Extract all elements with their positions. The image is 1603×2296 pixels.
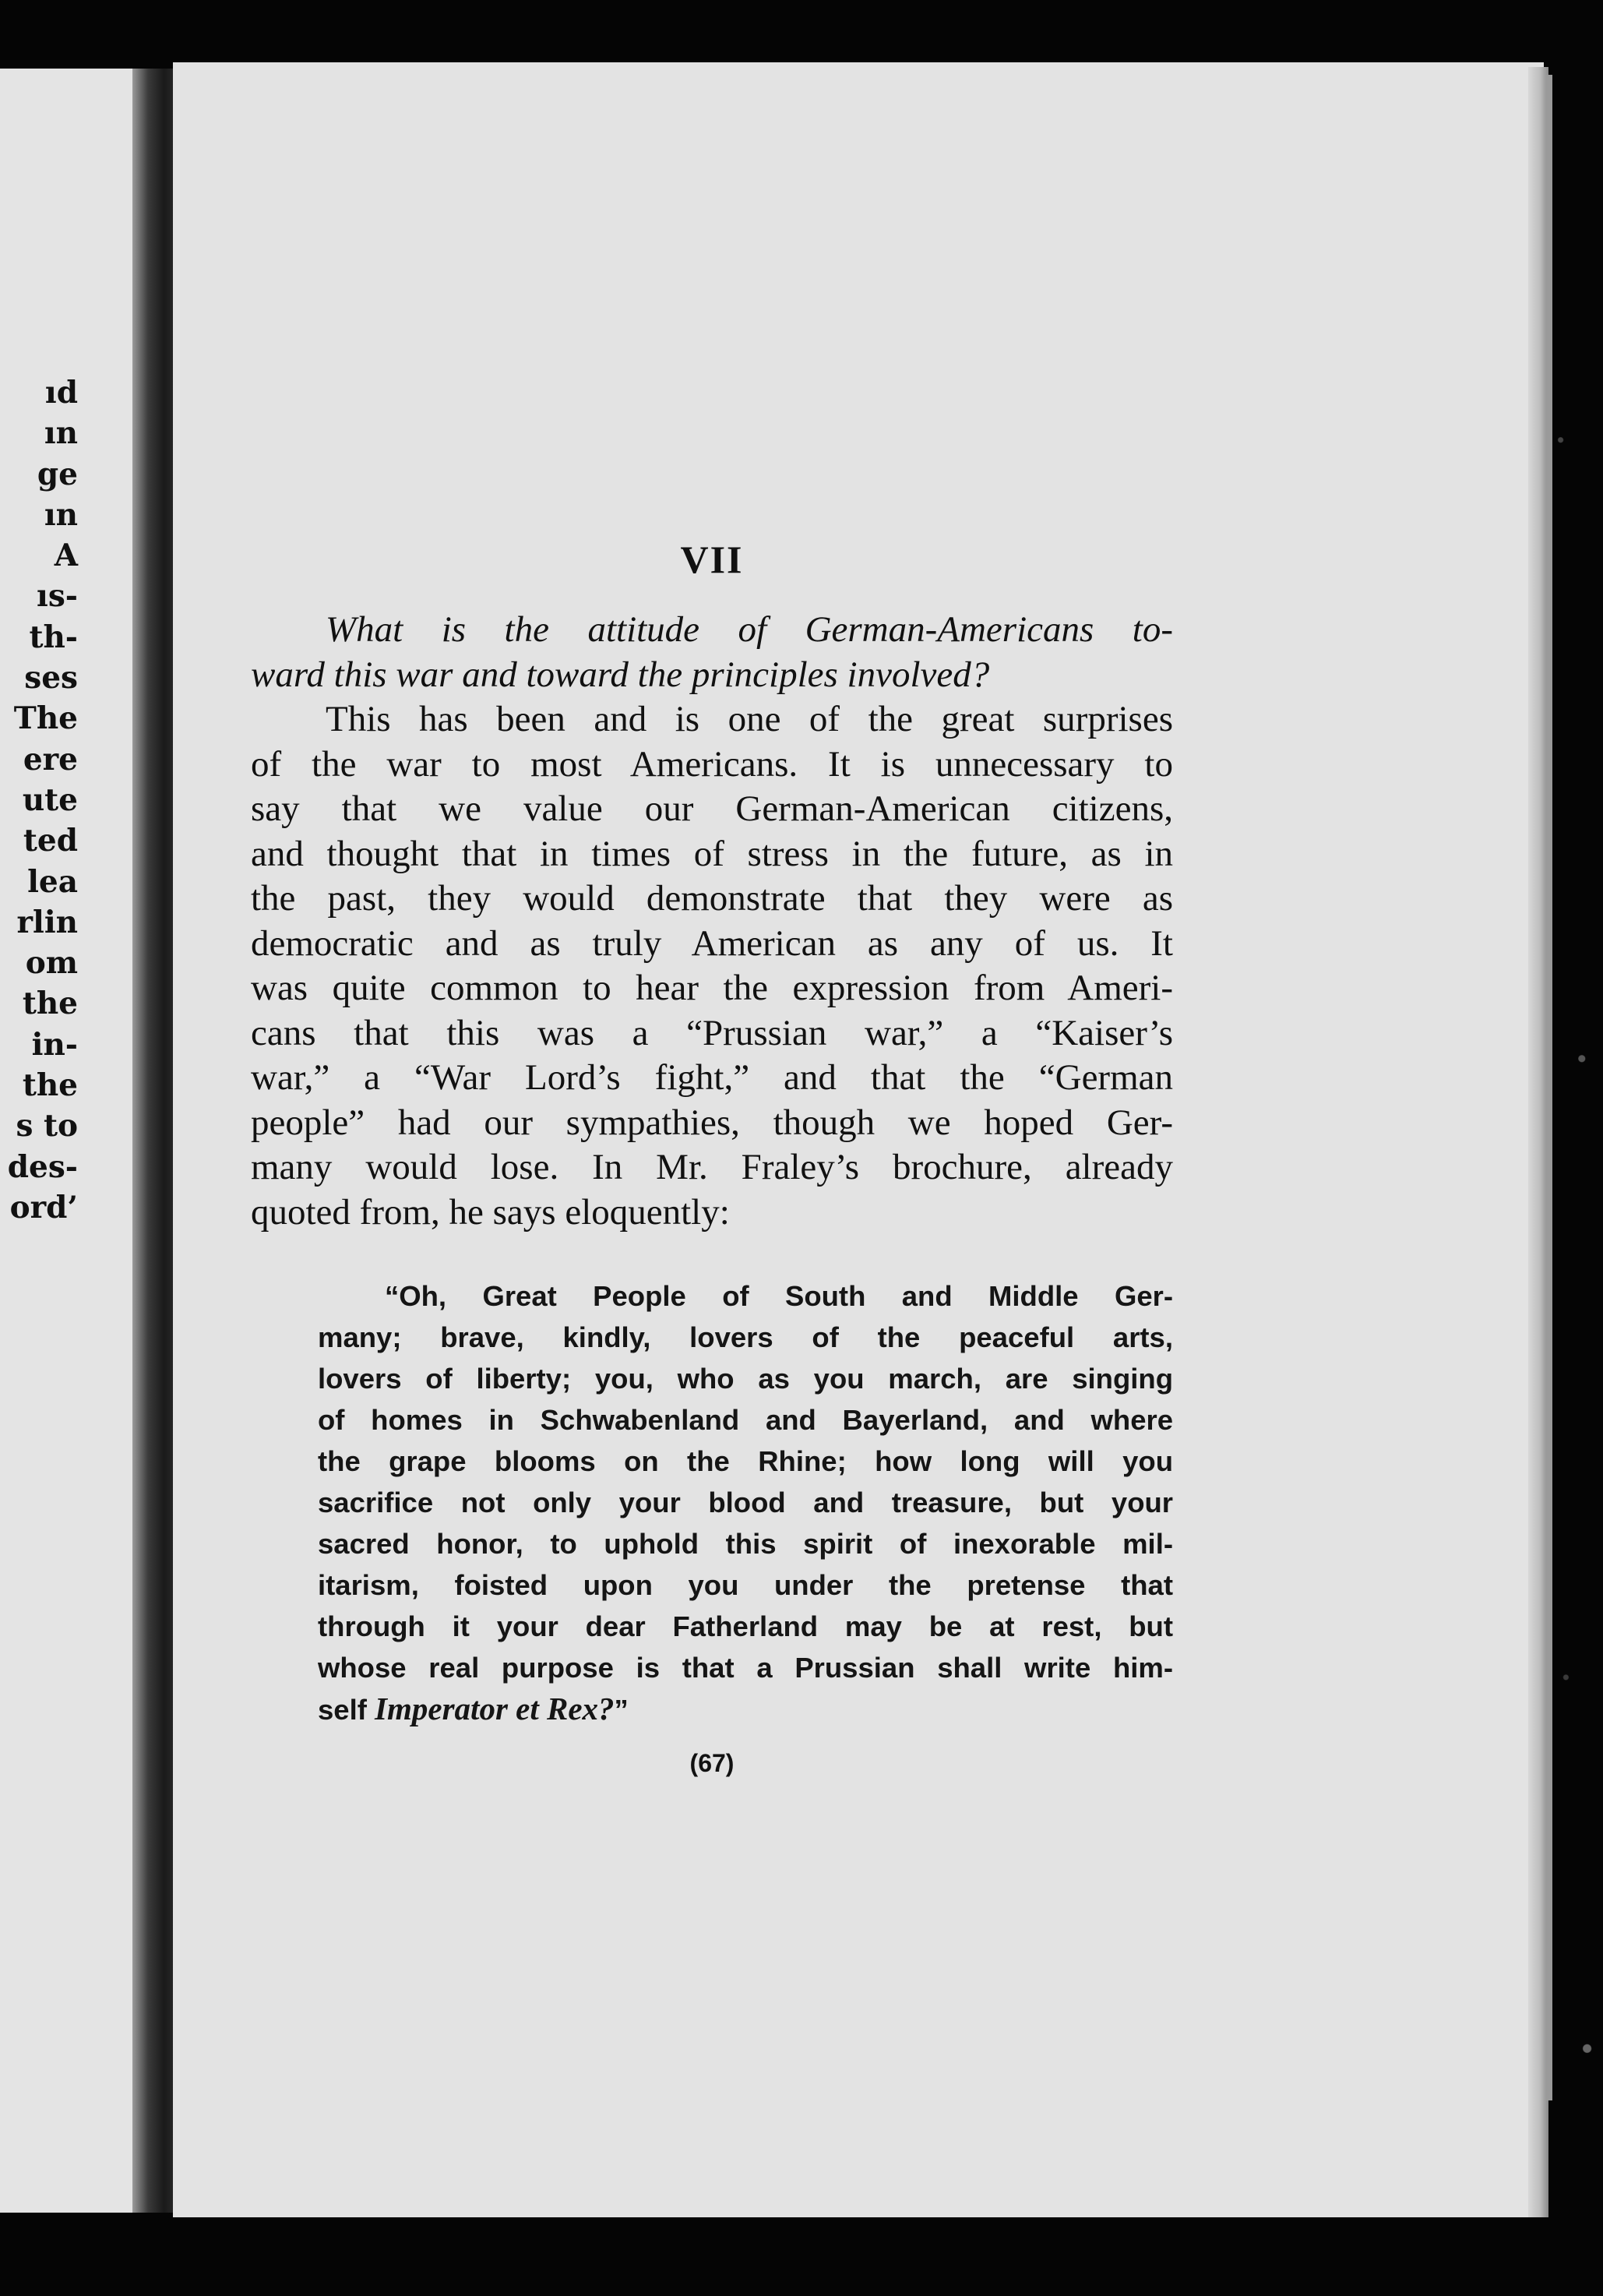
paragraph-line: war,” a “War Lord’s fight,” and that the “German	[251, 1057, 1173, 1098]
left-fragment-line: th-	[29, 619, 78, 655]
left-fragment-line: lea	[27, 863, 78, 900]
paragraph-line: This has been and is one of the great surprises	[326, 699, 1173, 739]
quote-line: sacred honor, to uphold this spirit of inexorable mil-	[318, 1528, 1173, 1560]
paragraph-line: democratic and as truly American as any of us. It	[251, 922, 1173, 964]
left-fragment-line: om	[25, 945, 78, 982]
left-fragment-line: ın	[44, 415, 78, 452]
paragraph-line: many would lose. In Mr. Fraley’s brochure, already	[251, 1147, 1173, 1187]
quote-line: the grape blooms on the Rhine; how long will you	[318, 1445, 1173, 1477]
left-fragment-line: ute	[22, 781, 78, 818]
paragraph-line: was quite common to hear the expression from Ameri-	[251, 968, 1173, 1008]
left-page-text-fragments	[0, 372, 78, 1228]
quote-line: through it your dear Fatherland may be at rest, but	[318, 1610, 1173, 1642]
quote-line: of homes in Schwabenland and Bayerland, and where	[318, 1404, 1173, 1436]
body-paragraph	[251, 697, 1173, 1235]
quote-last-prefix: self	[318, 1694, 375, 1726]
quote-line: “Oh, Great People of South and Middle Ger-	[385, 1280, 1173, 1312]
left-fragment-line: s to	[16, 1108, 78, 1144]
question-line: What is the attitude of German-Americans to-	[326, 609, 1173, 650]
left-fragment-line: the	[22, 986, 78, 1022]
left-fragment-line: ge	[37, 456, 78, 492]
left-fragment-line: ıs-	[37, 578, 78, 615]
paragraph-line: quoted from, he says eloquently:	[251, 1191, 730, 1233]
left-fragment-line: The	[13, 700, 78, 737]
page-text	[251, 530, 1173, 1783]
quote-line: whose real purpose is that a Prussian shall write him-	[318, 1652, 1173, 1684]
block-quote	[318, 1275, 1173, 1730]
left-fragment-line: ın	[44, 496, 78, 533]
quote-line: lovers of liberty; you, who as you march, are singing	[318, 1363, 1173, 1395]
paragraph-line: and thought that in times of stress in the future, as in	[251, 833, 1173, 874]
quote-emphasis: Imperator et Rex?	[375, 1691, 615, 1726]
chapter-heading: VII	[680, 538, 744, 581]
left-fragment-line: ted	[23, 823, 78, 859]
left-fragment-line: ıd	[44, 375, 78, 411]
paragraph-line: of the war to most Americans. It is unnecessary to	[251, 743, 1173, 785]
paragraph-line: say that we value our German-American citizens,	[251, 788, 1173, 829]
left-fragment-line: des-	[7, 1148, 78, 1185]
page-number: (67)	[689, 1749, 735, 1777]
left-fragment-line: ses	[24, 660, 78, 697]
chapter-question	[251, 608, 1173, 697]
left-fragment-line: ord’	[9, 1189, 78, 1226]
quote-line: sacrifice not only your blood and treasure, but your	[318, 1487, 1173, 1518]
paragraph-line: the past, they would demonstrate that they were as	[251, 878, 1173, 919]
left-fragment-line: A	[54, 538, 78, 574]
quote-last-line	[318, 1688, 1173, 1730]
question-line: ward this war and toward the principles involved?	[251, 654, 990, 695]
quote-line: many; brave, kindly, lovers of the peaceful arts,	[318, 1321, 1173, 1353]
left-fragment-line: in-	[31, 1026, 78, 1063]
scan-border-noise	[1550, 234, 1603, 2296]
left-fragment-line: ere	[23, 741, 78, 778]
quote-line: itarism, foisted upon you under the pretense that	[318, 1569, 1173, 1601]
quote-last-suffix: ”	[614, 1694, 629, 1726]
book-gutter-shadow	[132, 69, 178, 2213]
left-fragment-line: the	[22, 1067, 78, 1104]
paragraph-line: cans that this was a “Prussian war,” a “Kaiser’s	[251, 1012, 1173, 1053]
left-fragment-line: rlin	[16, 904, 78, 940]
paragraph-line: people” had our sympathies, though we hoped Ger-	[251, 1102, 1173, 1143]
